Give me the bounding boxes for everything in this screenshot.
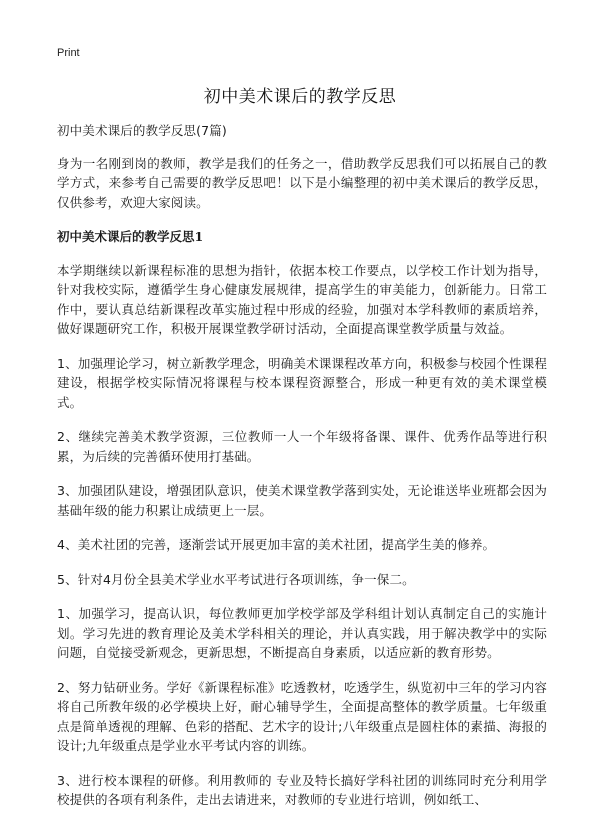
document-body [57,121,547,825]
body-paragraph: 5、针对4月份全县美术学业水平考试进行各项训练，争一保二。 [57,571,415,587]
body-paragraph: 1、加强理论学习，树立新教学理念，明确美术课课程改革方向，积极参与校园个性课程建设，根据学校实际情况将课程与校本课程资源整合，形成一种更有效的美术课堂模式。 [57,355,547,410]
document-subtitle: 初中美术课后的教学反思(7篇) [57,123,227,138]
body-paragraph: 1、加强学习，提高认识，每位教师更加学校学部及学科组计划认真制定自己的实施计划。学习先进的教育理论及美术学科相关的理论，并认真实践，用于解决教学中的实际问题，自觉接受新观念，更新思想，不断提高自身素质，以适应新的教育形势。 [57,606,547,660]
document-title: 初中美术课后的教学反思 [203,87,397,107]
body-paragraph: 2、努力钻研业务。学好《新课程标准》吃透教材，吃透学生，纵览初中三年的学习内容将自己所教年级的必学模块上好，耐心辅导学生，全面提高整体的教学质量。七年级重点是简单透视的理解、色彩的搭配、艺术字的设计;八年级重点是圆柱体的素描、海报的设计;九年级重点是学业水平考试内容的训练。 [57,679,547,753]
body-paragraph: 3、加强团队建设，增强团队意识，使美术课堂教学落到实处，无论谁送毕业班都会因为基础年级的能力积累让成绩更上一层。 [57,483,547,518]
body-paragraph: 3、进行校本课程的研修。利用教师的 专业及特长搞好学科社团的训练同时充分利用学校提供的各项有利条件，走出去请进来，对教师的专业进行培训，例如纸工、 [57,772,547,807]
print-link[interactable]: Print [57,47,80,59]
body-paragraph: 2、继续完善美术教学资源，三位教师一人一个年级将备课、课件、优秀作品等进行积累，为后续的完善循环使用打基础。 [57,429,547,464]
body-paragraph: 本学期继续以新课程标准的思想为指针，依据本校工作要点，以学校工作计划为指导，针对我校实际，遵循学生身心健康发展规律，提高学生的审美能力，创新能力。日常工作中，要认真总结新课程改革实施过程中形成的经验，加强对本学科教师的素质培养，做好课题研究工作，积极开展课堂教学研讨活动，全面提高课堂教学质量与效益。 [57,262,547,336]
body-paragraph: 4、美术社团的完善，逐渐尝试开展更加丰富的美术社团，提高学生美的修养。 [57,537,496,552]
intro-paragraph: 身为一名刚到岗的教师，教学是我们的任务之一，借助教学反思我们可以拓展自己的教学方式，来参考自己需要的教学反思吧！以下是小编整理的初中美术课后的教学反思，仅供参考，欢迎大家阅读。 [57,155,547,210]
section-heading: 初中美术课后的教学反思1 [57,229,204,244]
